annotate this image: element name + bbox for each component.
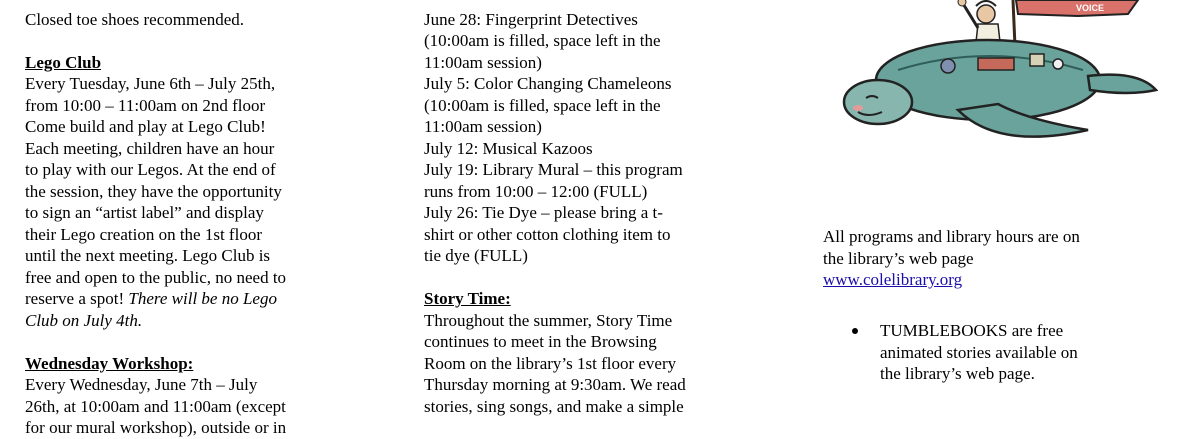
lego-club-note: There will be no Lego: [128, 289, 277, 308]
flag-text: VOICE: [1076, 3, 1105, 13]
schedule-line: (10:00am is filled, space left in the: [424, 31, 661, 50]
workshop-schedule: [424, 9, 754, 267]
text-line: Every Tuesday, June 6th – July 25th,: [25, 74, 276, 93]
story-time-heading: Story Time:: [424, 289, 511, 308]
schedule-line: (10:00am is filled, space left in the: [424, 95, 661, 115]
bullet-icon: [852, 328, 858, 334]
schedule-line: runs from 10:00 – 12:00 (FULL): [424, 181, 648, 201]
bullet-text: the library’s web page.: [880, 364, 1035, 383]
turtle-head: [844, 80, 912, 124]
text-line: Thursday morning at 9:30am. We read: [424, 375, 686, 394]
schedule-line: July 19: Library Mural – this program: [424, 160, 683, 179]
text-line: Each meeting, children have an hour: [25, 138, 275, 158]
middle-column: [424, 0, 754, 417]
schedule-line: tie dye (FULL): [424, 246, 528, 265]
schedule-line: 11:00am session): [424, 117, 542, 136]
lego-club-note: Club on July 4th.: [25, 310, 143, 330]
schedule-line: June 28: Fingerprint Detectives: [424, 9, 638, 29]
text-line: for our mural workshop), outside or in: [25, 418, 287, 437]
text-line: Room on the library’s 1st floor every: [424, 353, 677, 373]
schedule-line: shirt or other cotton clothing item to: [424, 224, 671, 244]
info-text: the library’s web page: [823, 248, 974, 268]
text-line: to play with our Legos. At the end of: [25, 160, 276, 179]
text-line: 26th, at 10:00am and 11:00am (except: [25, 396, 286, 416]
schedule-line: July 12: Musical Kazoos: [424, 138, 593, 158]
tumblebooks-bullet: [823, 320, 1200, 385]
text-line: Every Wednesday, June 7th – July: [25, 375, 258, 394]
bullet-text: animated stories available on: [880, 342, 1078, 362]
intro-text: Closed toe shoes recommended.: [25, 9, 245, 29]
text-line: to sign an “artist label” and display: [25, 203, 264, 222]
schedule-line: July 26: Tie Dye – please bring a t-: [424, 203, 663, 222]
sea-turtle-illustration: [838, 0, 1158, 150]
text-line: Come build and play at Lego Club!: [25, 117, 266, 136]
text-line: stories, sing songs, and make a simple: [424, 396, 684, 416]
text-line: Throughout the summer, Story Time: [424, 310, 673, 330]
schedule-line: 11:00am session): [424, 52, 542, 72]
lego-club-heading: Lego Club: [25, 52, 102, 72]
story-time-body: [424, 310, 754, 418]
text-line: the session, they have the opportunity: [25, 181, 282, 201]
workshop-body: [25, 374, 355, 439]
text-line: their Lego creation on the 1st floor: [25, 224, 262, 244]
bullet-text: TUMBLEBOOKS are free: [880, 321, 1064, 340]
text-line: until the next meeting. Lego Club is: [25, 246, 271, 265]
text-line: from 10:00 – 11:00am on 2nd floor: [25, 95, 266, 115]
info-text: All programs and library hours are on: [823, 227, 1080, 246]
text-line: free and open to the public, no need to: [25, 267, 287, 287]
left-column: [25, 0, 355, 439]
wednesday-workshop-heading: Wednesday Workshop:: [25, 353, 194, 373]
text-segment: reserve a spot!: [25, 289, 129, 308]
lego-club-body: [25, 73, 355, 331]
website-link[interactable]: www.colelibrary.org: [823, 270, 963, 289]
schedule-line: July 5: Color Changing Chameleons: [424, 74, 672, 93]
text-line: continues to meet in the Browsing: [424, 332, 657, 351]
text-line: [25, 288, 355, 310]
